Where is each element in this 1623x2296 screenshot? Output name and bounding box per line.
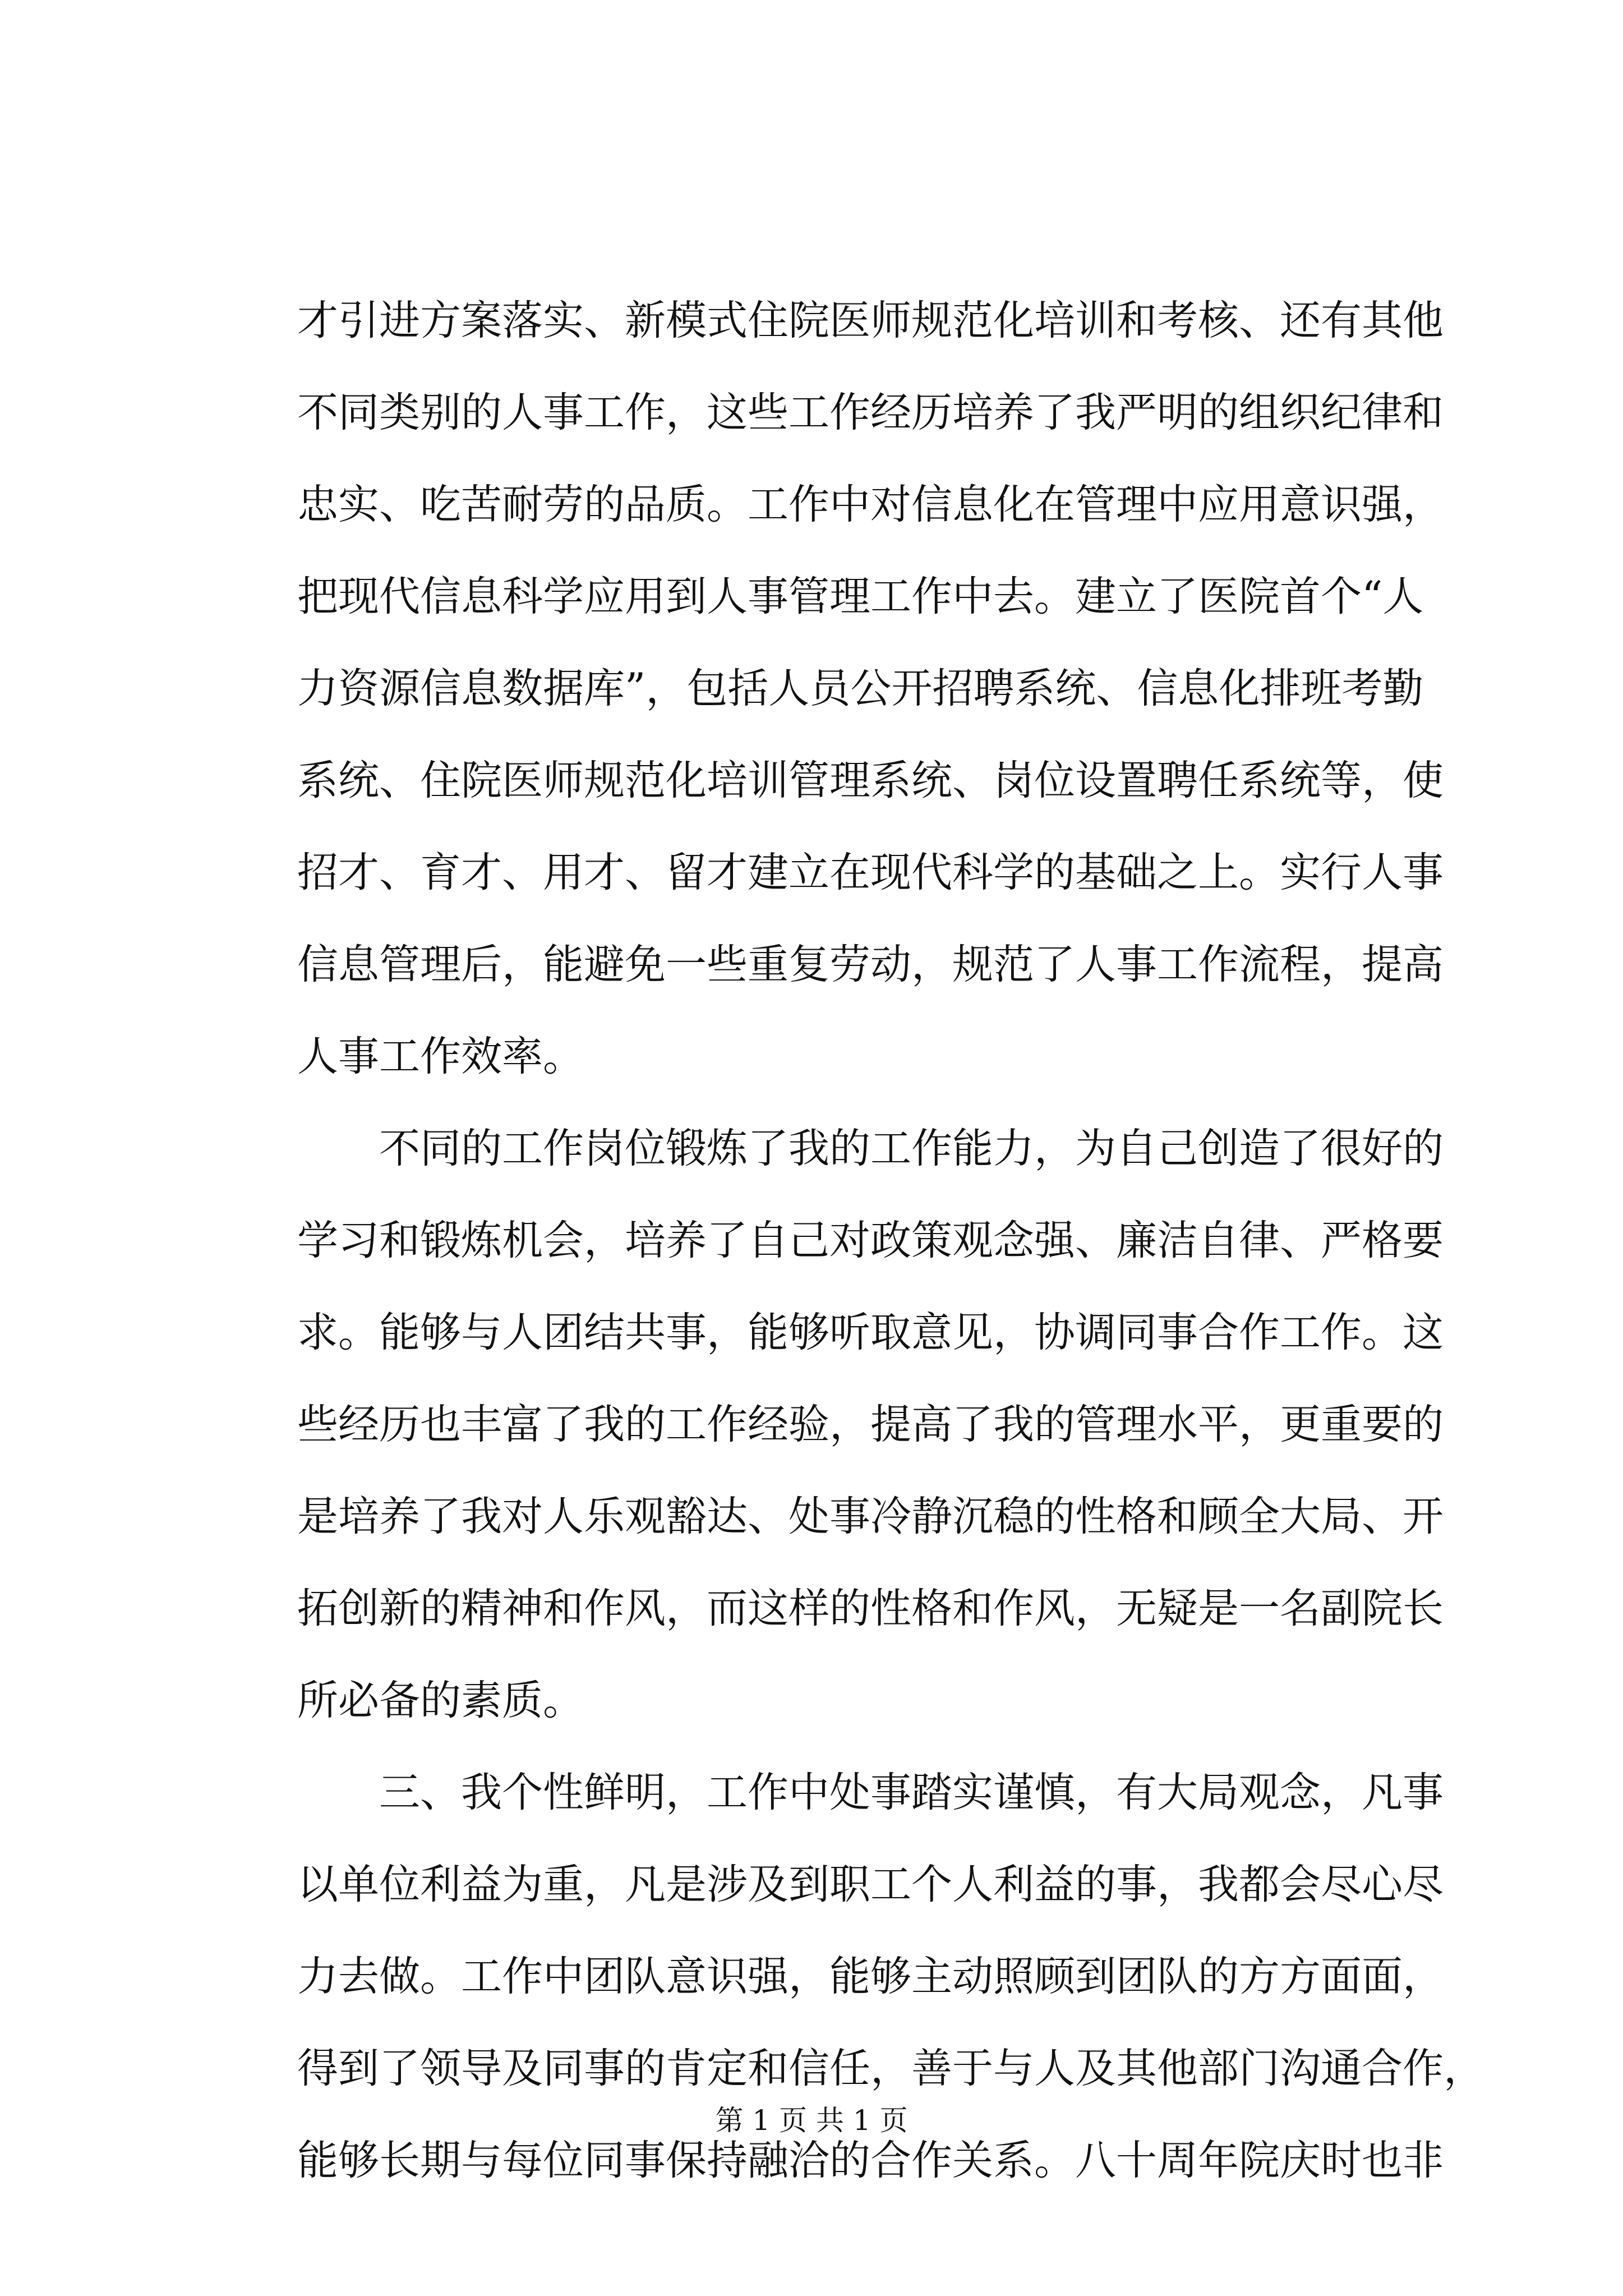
text-line: 学习和锻炼机会，培养了自己对政策观念强、廉洁自律、严格要	[297, 1217, 1444, 1264]
page-number: 第 1 页 共 1 页	[715, 2104, 908, 2137]
text-line: 人事工作效率。	[297, 1033, 584, 1080]
paragraph-2	[297, 1103, 1444, 1747]
text-line: 力资源信息数据库”，包括人员公开招聘系统、信息化排班考勤	[297, 665, 1424, 712]
text-line: 忠实、吃苦耐劳的品质。工作中对信息化在管理中应用意识强，	[297, 481, 1444, 528]
text-line: 得到了领导及同事的肯定和信任，善于与人及其他部门沟通合作，	[297, 2045, 1484, 2092]
text-line: 能够长期与每位同事保持融洽的合作关系。八十周年院庆时也非	[297, 2137, 1444, 2184]
text-line: 以单位利益为重，凡是涉及到职工个人利益的事，我都会尽心尽	[297, 1861, 1444, 1908]
text-line: 不同的工作岗位锻炼了我的工作能力，为自己创造了很好的	[297, 1125, 1444, 1172]
text-line: 是培养了我对人乐观豁达、处事冷静沉稳的性格和顾全大局、开	[297, 1493, 1444, 1540]
text-line: 些经历也丰富了我的工作经验，提高了我的管理水平，更重要的	[297, 1401, 1444, 1448]
text-line: 系统、住院医师规范化培训管理系统、岗位设置聘任系统等，使	[297, 757, 1444, 804]
text-line: 三、我个性鲜明，工作中处事踏实谨慎，有大局观念，凡事	[297, 1769, 1444, 1816]
text-line: 力去做。工作中团队意识强，能够主动照顾到团队的方方面面，	[297, 1953, 1444, 2000]
paragraph-1	[297, 275, 1444, 1103]
text-line: 所必备的素质。	[297, 1677, 584, 1724]
text-line: 才引进方案落实、新模式住院医师规范化培训和考核、还有其他	[297, 297, 1444, 344]
text-line: 求。能够与人团结共事，能够听取意见，协调同事合作工作。这	[297, 1309, 1444, 1356]
text-line: 招才、育才、用才、留才建立在现代科学的基础之上。实行人事	[297, 849, 1444, 896]
text-line: 把现代信息科学应用到人事管理工作中去。建立了医院首个“人	[297, 573, 1424, 620]
text-line: 拓创新的精神和作风，而这样的性格和作风，无疑是一名副院长	[297, 1585, 1444, 1632]
document-body	[297, 275, 1484, 2207]
text-line: 不同类别的人事工作，这些工作经历培养了我严明的组织纪律和	[297, 389, 1444, 436]
page-footer	[0, 2098, 1623, 2138]
text-line: 信息管理后，能避免一些重复劳动，规范了人事工作流程，提高	[297, 941, 1444, 988]
